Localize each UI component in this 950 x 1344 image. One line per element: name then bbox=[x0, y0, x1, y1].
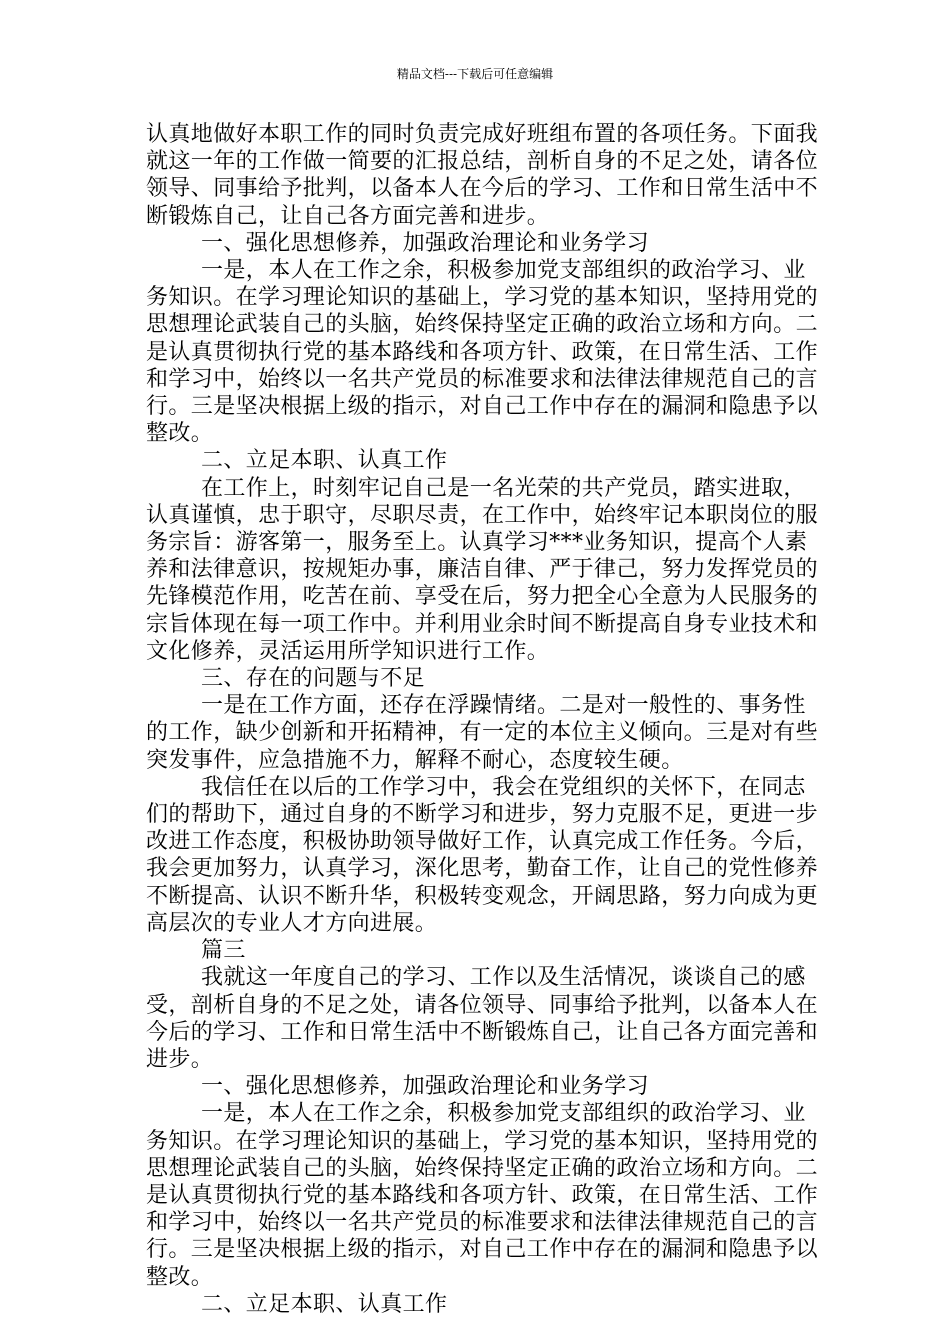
paragraph-1: 认真地做好本职工作的同时负责完成好班组布置的各项任务。下面我就这一年的工作做一简要的汇报总结，剖析自身的不足之处，请各位领导、同事给予批判，以备本人在今后的学习、工作和日常生活中不断锻炼自己，让自己各方面完善和进步。 bbox=[146, 122, 819, 229]
section-heading-5: 二、立足本职、认真工作 bbox=[201, 1291, 448, 1317]
paragraph-4: 一是在工作方面，还存在浮躁情绪。二是对一般性的、事务性的工作，缺少创新和开拓精神，有一定的本位主义倾向。三是对有些突发事件，应急措施不力，解释不耐心，态度较生硬。 bbox=[146, 693, 819, 773]
part-heading: 篇三 bbox=[201, 938, 246, 964]
paragraph-5: 我信任在以后的工作学习中，我会在党组织的关怀下，在同志们的帮助下，通过自身的不断学习和进步，努力克服不足，更进一步改进工作态度，积极协助领导做好工作，认真完成工作任务。今后，我会更加努力，认真学习，深化思考，勤奋工作，让自己的党性修养不断提高、认识不断升华，积极转变观念，开阔思路，努力向成为更高层次的专业人才方向进展。 bbox=[146, 774, 819, 936]
section-heading-3: 三、存在的问题与不足 bbox=[201, 666, 426, 692]
paragraph-3: 在工作上，时刻牢记自己是一名光荣的共产党员，踏实进取，认真谨慎，忠于职守，尽职尽责，在工作中，始终牢记本职岗位的服务宗旨：游客第一，服务至上。认真学习***业务知识，提高个人素养和法律意识，按规矩办事，廉洁自律、严于律己，努力发挥党员的先锋模范作用，吃苦在前、享受在后，努力把全心全意为人民服务的宗旨体现在每一项工作中。并利用业余时间不断提高自身专业技术和文化修养，灵活运用所学知识进行工作。 bbox=[146, 475, 819, 664]
page-header: 精品文档---下载后可任意编辑 bbox=[396, 67, 554, 81]
paragraph-6: 我就这一年度自己的学习、工作以及生活情况，谈谈自己的感受，剖析自身的不足之处，请各位领导、同事给予批判，以备本人在今后的学习、工作和日常生活中不断锻炼自己，让自己各方面完善和进步。 bbox=[146, 965, 819, 1072]
section-heading-2: 二、立足本职、认真工作 bbox=[201, 448, 448, 474]
paragraph-2: 一是，本人在工作之余，积极参加党支部组织的政治学习、业务知识。在学习理论知识的基础上，学习党的基本知识，坚持用党的思想理论武装自己的头脑，始终保持坚定正确的政治立场和方向。二是认真贯彻执行党的基本路线和各项方针、政策，在日常生活、工作和学习中，始终以一名共产党员的标准要求和法律法律规范自己的言行。三是坚决根据上级的指示，对自己工作中存在的漏洞和隐患予以整改。 bbox=[146, 258, 819, 447]
section-heading-4: 一、强化思想修养，加强政治理论和业务学习 bbox=[201, 1074, 650, 1100]
section-heading-1: 一、强化思想修养，加强政治理论和业务学习 bbox=[201, 230, 650, 256]
paragraph-7: 一是，本人在工作之余，积极参加党支部组织的政治学习、业务知识。在学习理论知识的基础上，学习党的基本知识，坚持用党的思想理论武装自己的头脑，始终保持坚定正确的政治立场和方向。二是认真贯彻执行党的基本路线和各项方针、政策，在日常生活、工作和学习中，始终以一名共产党员的标准要求和法律法律规范自己的言行。三是坚决根据上级的指示，对自己工作中存在的漏洞和隐患予以整改。 bbox=[146, 1101, 819, 1290]
document-body bbox=[146, 121, 826, 1318]
